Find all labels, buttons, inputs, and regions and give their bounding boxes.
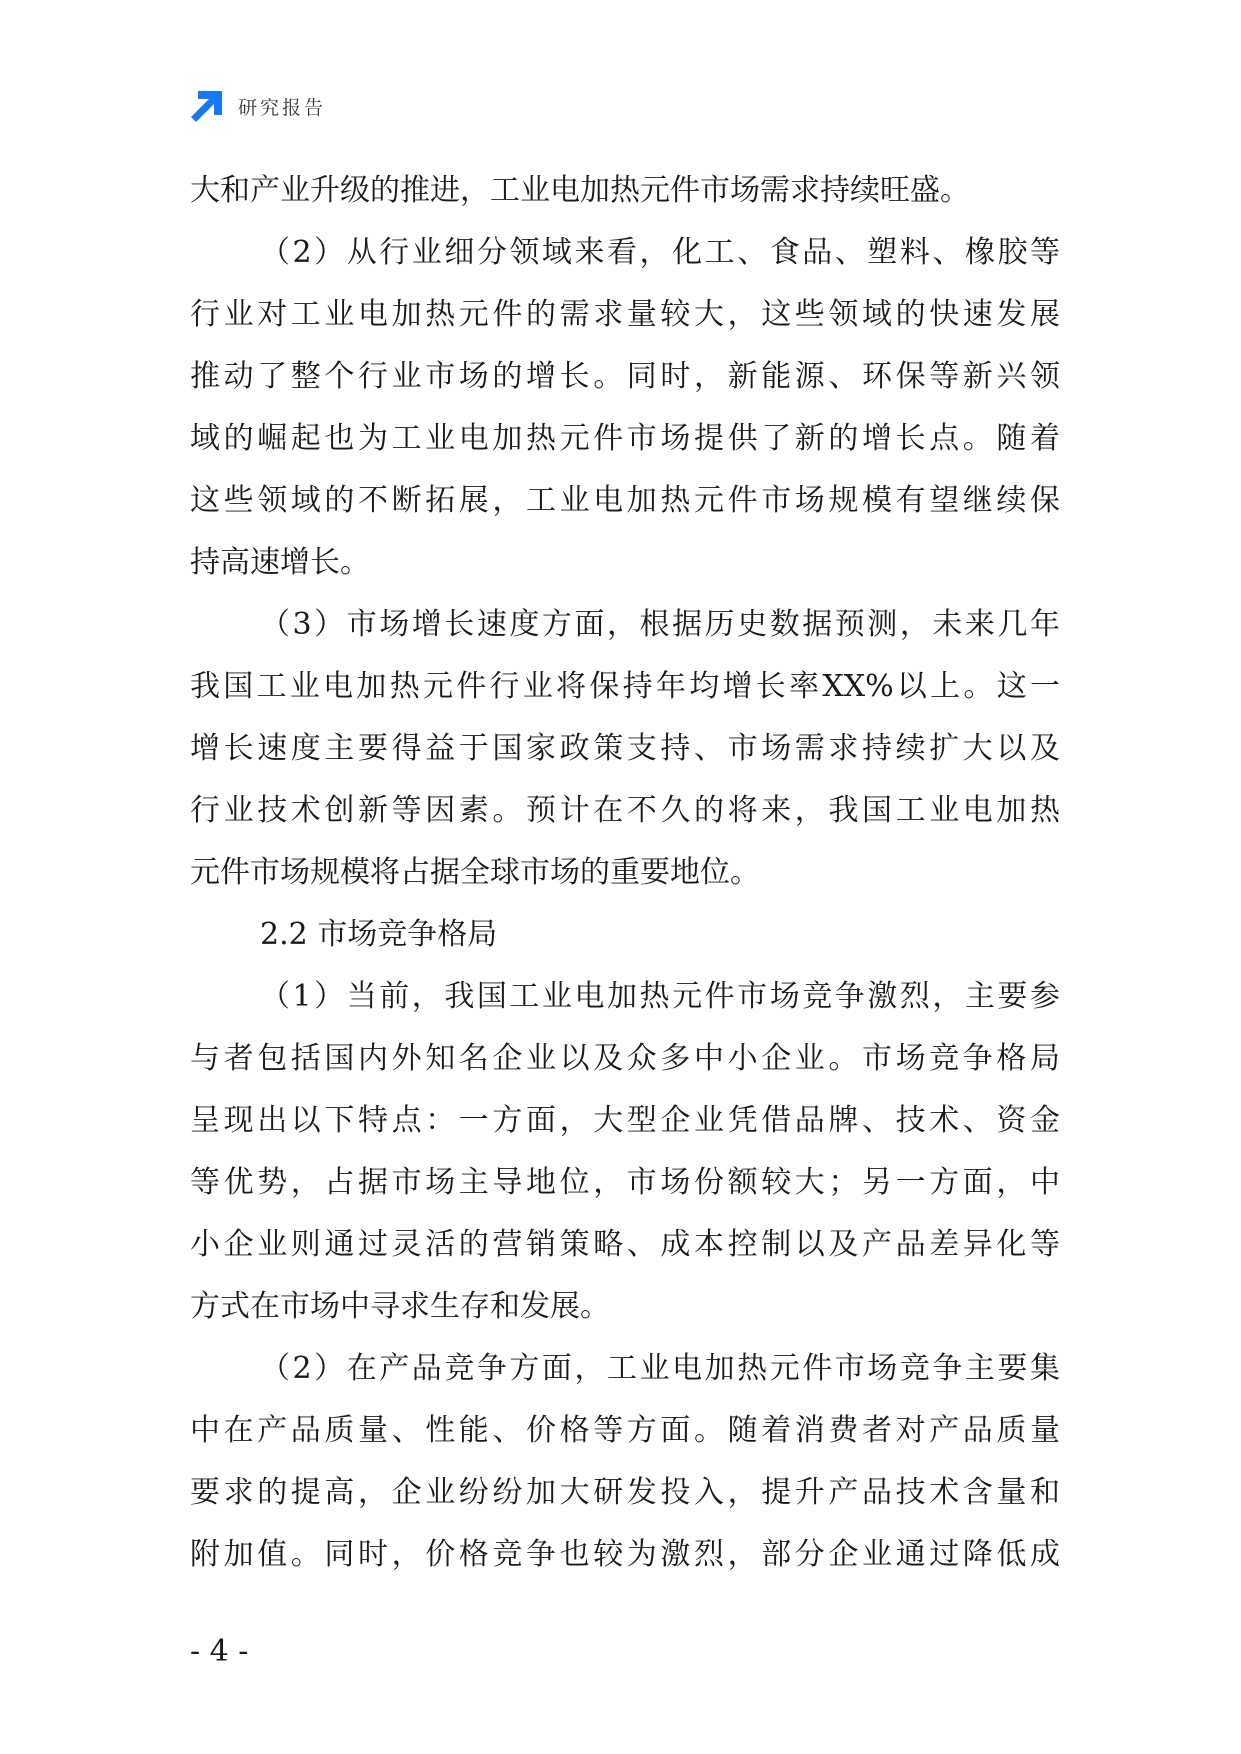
- body-text: [190, 160, 1060, 1586]
- text-line: 增长速度主要得益于国家政策支持、市场需求持续扩大以及: [190, 731, 1060, 766]
- text-line: 附加值。同时，价格竞争也较为激烈，部分企业通过降低成: [190, 1537, 1060, 1572]
- text-line: 行业技术创新等因素。预计在不久的将来，我国工业电加热: [190, 793, 1060, 828]
- text-line: （1）当前，我国工业电加热元件市场竞争激烈，主要参: [260, 979, 1060, 1014]
- page-number: - 4 -: [190, 1634, 249, 1669]
- text-line: （3）市场增长速度方面，根据历史数据预测，未来几年: [260, 607, 1060, 642]
- logo-arrow-icon: [190, 89, 224, 123]
- text-line: 我国工业电加热元件行业将保持年均增长率XX%以上。这一: [190, 669, 1060, 704]
- text-line: 行业对工业电加热元件的需求量较大，这些领域的快速发展: [190, 297, 1060, 332]
- text-line: 持高速增长。: [190, 545, 370, 580]
- text-line: 这些领域的不断拓展，工业电加热元件市场规模有望继续保: [190, 483, 1060, 518]
- text-line: 要求的提高，企业纷纷加大研发投入，提升产品技术含量和: [190, 1475, 1060, 1510]
- text-line: 大和产业升级的推进，工业电加热元件市场需求持续旺盛。: [190, 173, 970, 208]
- text-line: 等优势，占据市场主导地位，市场份额较大；另一方面，中: [190, 1165, 1060, 1200]
- section-heading: 2.2 市场竞争格局: [260, 917, 498, 952]
- text-line: （2）从行业细分领域来看，化工、食品、塑料、橡胶等: [260, 235, 1060, 270]
- header-title: 研究报告: [238, 96, 327, 119]
- text-line: 推动了整个行业市场的增长。同时，新能源、环保等新兴领: [190, 359, 1060, 394]
- text-line: 与者包括国内外知名企业以及众多中小企业。市场竞争格局: [190, 1041, 1060, 1076]
- text-line: 元件市场规模将占据全球市场的重要地位。: [190, 855, 760, 890]
- text-line: 中在产品质量、性能、价格等方面。随着消费者对产品质量: [190, 1413, 1060, 1448]
- text-line: 域的崛起也为工业电加热元件市场提供了新的增长点。随着: [190, 421, 1060, 456]
- text-line: 方式在市场中寻求生存和发展。: [190, 1289, 610, 1324]
- text-line: 小企业则通过灵活的营销策略、成本控制以及产品差异化等: [190, 1227, 1060, 1262]
- text-line: 呈现出以下特点：一方面，大型企业凭借品牌、技术、资金: [190, 1103, 1060, 1138]
- page-header: [190, 88, 326, 124]
- text-line: （2）在产品竞争方面，工业电加热元件市场竞争主要集: [260, 1351, 1060, 1386]
